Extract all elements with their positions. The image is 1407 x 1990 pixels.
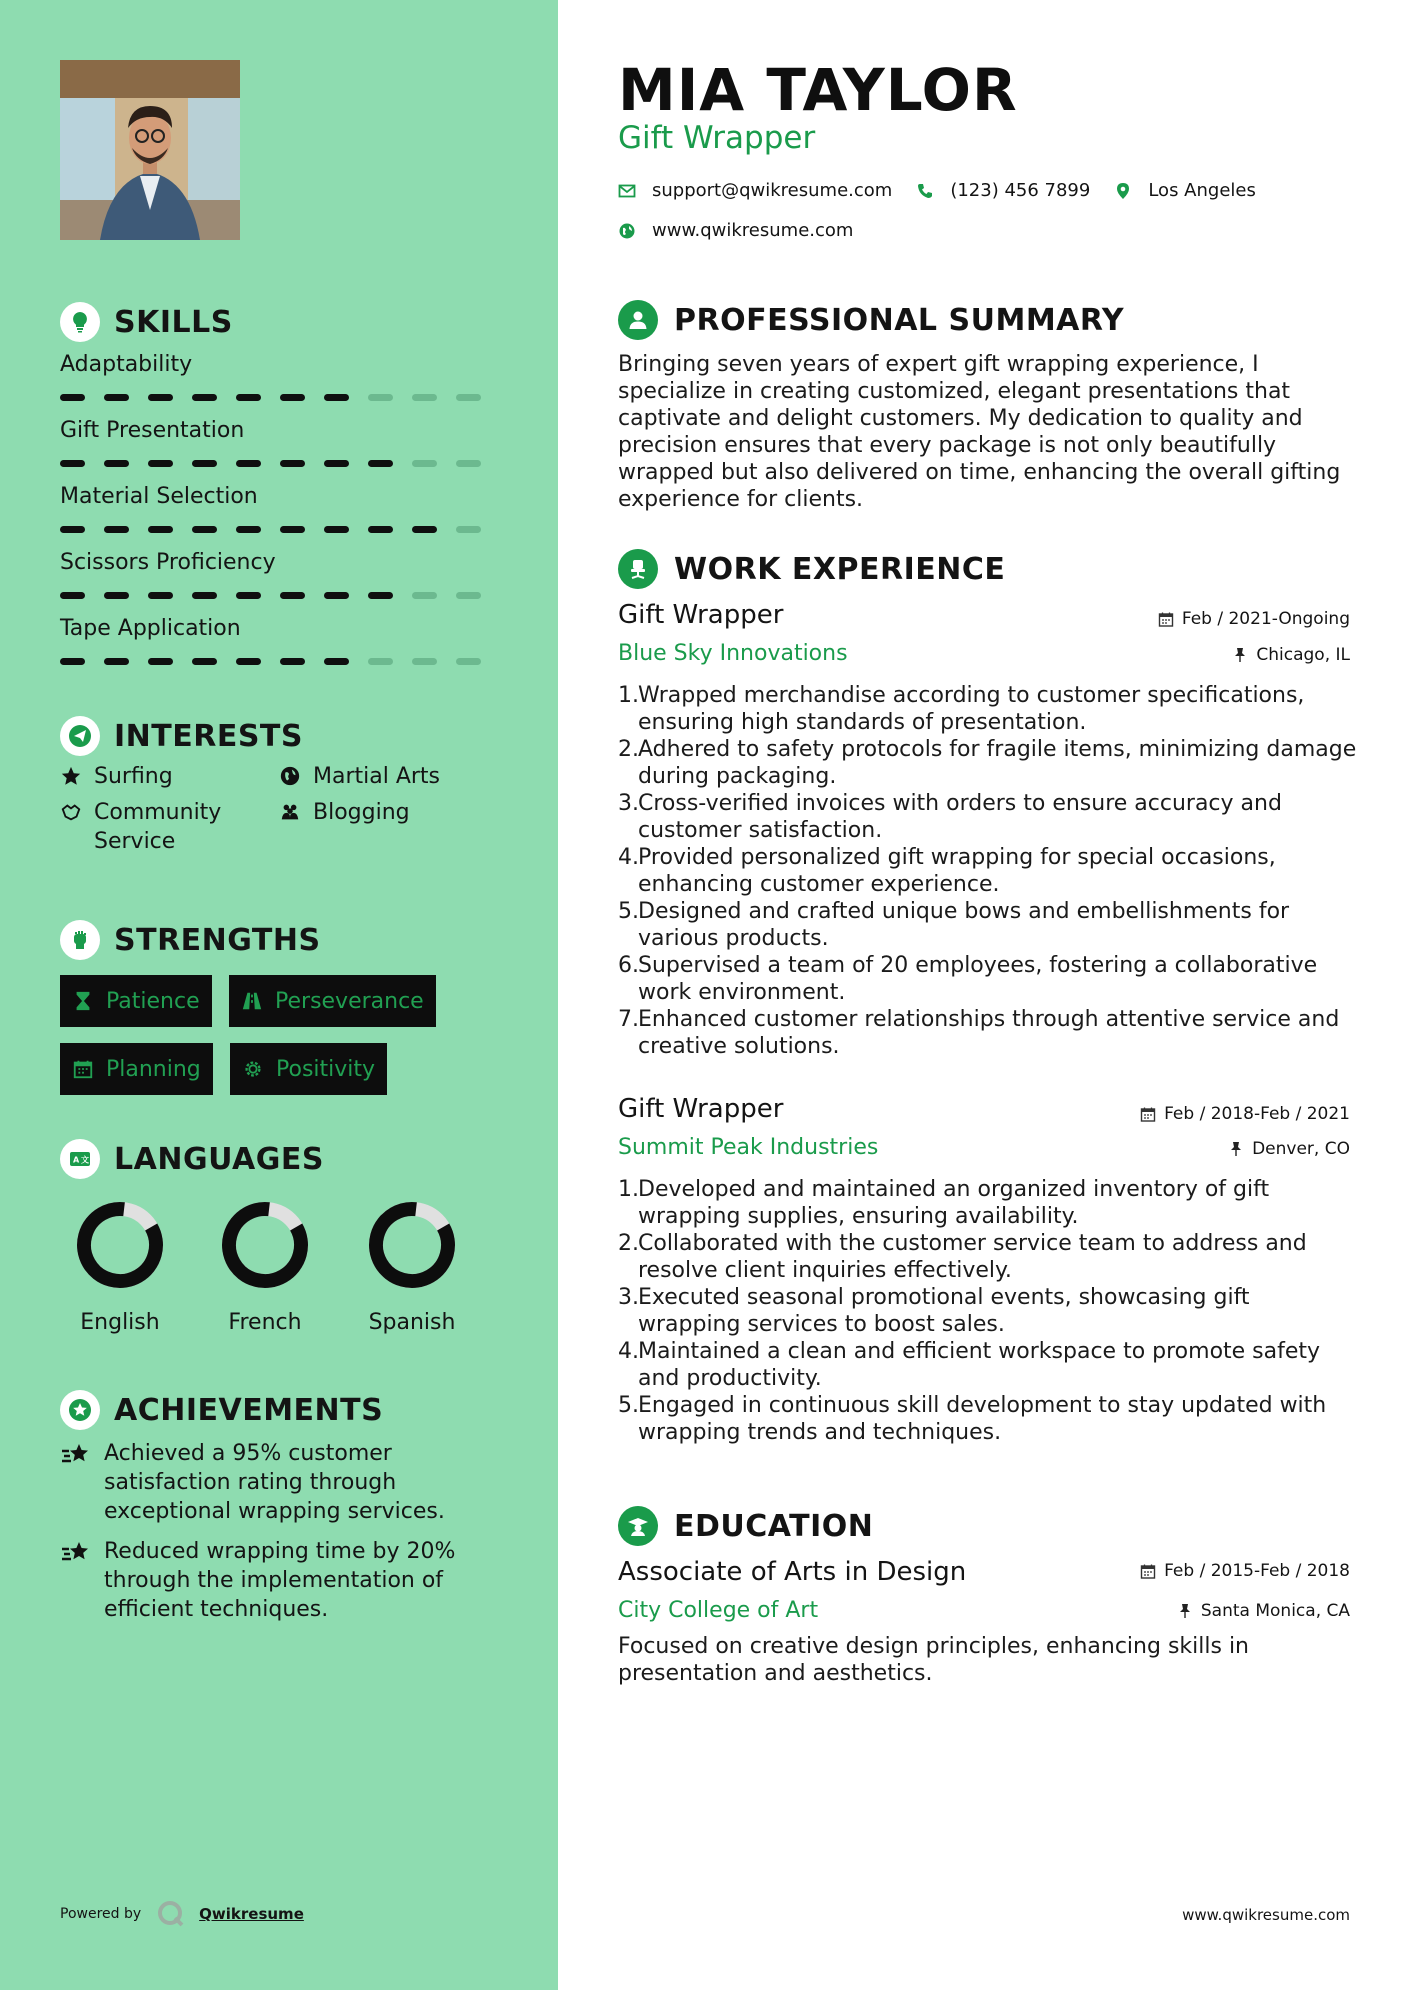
skill-level-segment-filled: [60, 394, 85, 401]
skill-level-segment-filled: [280, 592, 305, 599]
duty-item: [618, 1392, 1358, 1446]
calendar-icon: [72, 1058, 94, 1080]
skill-level-segment-filled: [324, 460, 349, 467]
pushpin-icon: [1232, 647, 1248, 663]
achievement-text: Reduced wrapping time by 20% through the implementation of efficient techniques.: [104, 1539, 456, 1622]
skill-level-segment-filled: [236, 658, 261, 665]
strength-label: Positivity: [276, 1056, 376, 1082]
skill-level-segment-filled: [148, 592, 173, 599]
candidate-role: Gift Wrapper: [618, 120, 816, 156]
skill-level-segment-filled: [104, 526, 129, 533]
strength-badge: [60, 975, 212, 1027]
job-dates-text: Feb / 2021-Ongoing: [1181, 609, 1350, 629]
achievements-heading: [60, 1390, 383, 1430]
degree-title: Associate of Arts in Design: [618, 1557, 967, 1587]
language-name: English: [80, 1310, 160, 1335]
interest-item: [279, 798, 410, 827]
language-proficiency-ring: [75, 1200, 165, 1290]
skill-level-segment-filled: [192, 460, 217, 467]
skill-item: [60, 484, 500, 533]
skills-title: SKILLS: [114, 304, 233, 340]
skill-level-segment-filled: [104, 658, 129, 665]
skill-level-segment-filled: [60, 460, 85, 467]
strengths-heading: [60, 920, 321, 960]
hourglass-icon: [72, 990, 94, 1012]
skill-level-segment-filled: [324, 592, 349, 599]
profile-photo: [60, 60, 240, 240]
skill-name: Material Selection: [60, 484, 258, 509]
skills-heading: [60, 302, 233, 342]
skill-level-segment-filled: [60, 592, 85, 599]
cog-icon: [242, 1058, 264, 1080]
interests-title: INTERESTS: [114, 718, 303, 754]
skill-level-segment-empty: [412, 460, 437, 467]
skill-level-segment-filled: [368, 460, 393, 467]
job-location: [1228, 1139, 1350, 1159]
job-dates-text: Feb / 2018-Feb / 2021: [1164, 1104, 1350, 1124]
interest-label: Surfing: [94, 764, 173, 789]
footer-url[interactable]: www.qwikresume.com: [1182, 1906, 1350, 1924]
strength-label: Perseverance: [275, 988, 424, 1014]
achievement-item: [60, 1537, 480, 1624]
svg-text:文: 文: [81, 1155, 89, 1165]
road-icon: [241, 990, 263, 1012]
fist-icon: [60, 920, 100, 960]
qwikresume-link[interactable]: Qwikresume: [199, 1905, 304, 1923]
duty-item: [618, 898, 1358, 952]
language-name: French: [228, 1310, 302, 1335]
skill-level-segment-filled: [368, 592, 393, 599]
skill-level-segment-filled: [192, 658, 217, 665]
strength-label: Planning: [106, 1056, 201, 1082]
skill-level-segment-filled: [324, 394, 349, 401]
language-ring-fill: [220, 1200, 310, 1290]
powered-by: [60, 1900, 304, 1928]
company-name: Blue Sky Innovations: [618, 641, 848, 666]
sidebar: [0, 0, 558, 1990]
language-proficiency-ring: [220, 1200, 310, 1290]
language-item: [352, 1200, 472, 1335]
duty-text: Provided personalized gift wrapping for special occasions, enhancing customer experience.: [638, 845, 1276, 897]
duty-item: [618, 790, 1358, 844]
paper-plane-icon: [60, 716, 100, 756]
pushpin-icon: [1177, 1603, 1193, 1619]
duty-number: 7.: [618, 1007, 639, 1032]
language-icon: [60, 1139, 100, 1179]
duty-text: Adhered to safety protocols for fragile items, minimizing damage during packaging.: [638, 737, 1357, 789]
duty-text: Engaged in continuous skill development to stay updated with wrapping trends and techniques.: [638, 1393, 1327, 1445]
calendar-icon: [1140, 1563, 1156, 1579]
achievement-text: Achieved a 95% customer satisfaction rating through exceptional wrapping services.: [104, 1441, 445, 1524]
language-item: [60, 1200, 180, 1335]
duty-item: [618, 1230, 1358, 1284]
duty-number: 1.: [618, 683, 639, 708]
skill-level-segment-filled: [236, 526, 261, 533]
duty-number: 2.: [618, 737, 639, 762]
company-name: Summit Peak Industries: [618, 1135, 879, 1160]
skill-level-segment-empty: [412, 592, 437, 599]
skill-item: [60, 550, 500, 599]
contact-row: [618, 180, 1256, 201]
job-dates: [1140, 1104, 1350, 1124]
skill-level-segment-filled: [324, 658, 349, 665]
duty-item: [618, 844, 1358, 898]
skill-level-segment-filled: [412, 526, 437, 533]
duty-item: [618, 1176, 1358, 1230]
shooting-star-icon: [60, 1441, 92, 1469]
star-icon: [60, 765, 82, 787]
education-location: [1177, 1601, 1350, 1621]
skill-level-segment-filled: [148, 526, 173, 533]
strengths-title: STRENGTHS: [114, 922, 321, 958]
skill-level-segment-empty: [456, 460, 481, 467]
skill-level-segment-filled: [148, 658, 173, 665]
language-proficiency-ring: [367, 1200, 457, 1290]
education-heading: [618, 1506, 873, 1546]
skill-name: Gift Presentation: [60, 418, 245, 443]
job-dates: [1158, 609, 1350, 629]
skill-level-segment-filled: [192, 526, 217, 533]
education-text: Focused on creative design principles, enhancing skills in presentation and aesthetics.: [618, 1634, 1249, 1686]
skill-level-segment-empty: [456, 658, 481, 665]
summary-title: PROFESSIONAL SUMMARY: [674, 302, 1125, 338]
skill-item: [60, 418, 500, 467]
summary-text: Bringing seven years of expert gift wrapping experience, I specialize in creating customized, elegant presentations that captivate and delight customers. My dedication to quality and precision ensures that every package is not only beautifully wrapped but also delivered on time, enhancing the overall gifting experience for clients.: [618, 352, 1341, 512]
languages-heading: [60, 1139, 324, 1179]
duty-number: 4.: [618, 845, 639, 870]
duty-item: [618, 1338, 1358, 1392]
skill-level-segment-filled: [192, 394, 217, 401]
job-title: Gift Wrapper: [618, 600, 784, 630]
duty-text: Maintained a clean and efficient workspace to promote safety and productivity.: [638, 1339, 1321, 1391]
interest-item: [60, 762, 173, 791]
skill-level-bar: [60, 394, 500, 401]
skill-level-segment-filled: [104, 460, 129, 467]
email-link[interactable]: support@qwikresume.com: [652, 180, 893, 201]
users-icon: [279, 801, 301, 823]
skill-level-segment-filled: [236, 394, 261, 401]
globe-icon: [618, 222, 636, 240]
location-text: Los Angeles: [1148, 180, 1256, 201]
calendar-icon: [1158, 611, 1174, 627]
language-item: [205, 1200, 325, 1335]
skill-level-segment-empty: [368, 658, 393, 665]
duty-number: 3.: [618, 1285, 639, 1310]
skill-level-segment-filled: [104, 592, 129, 599]
duty-number: 2.: [618, 1231, 639, 1256]
strength-badge: [229, 975, 436, 1027]
experience-heading: [618, 549, 1005, 589]
languages-title: LANGUAGES: [114, 1141, 324, 1177]
skill-level-bar: [60, 460, 500, 467]
interests-heading: [60, 716, 303, 756]
strength-badge: [60, 1043, 213, 1095]
envelope-icon: [618, 182, 636, 200]
interest-item: [279, 762, 440, 791]
education-location-text: Santa Monica, CA: [1200, 1601, 1350, 1621]
duty-number: 4.: [618, 1339, 639, 1364]
skill-level-segment-empty: [412, 658, 437, 665]
language-ring-fill: [367, 1200, 457, 1290]
skill-level-segment-filled: [280, 526, 305, 533]
website-link[interactable]: www.qwikresume.com: [652, 220, 854, 241]
duty-number: 3.: [618, 791, 639, 816]
interest-label: Blogging: [313, 800, 410, 825]
graduate-icon: [618, 1506, 658, 1546]
skill-level-segment-filled: [104, 394, 129, 401]
skill-level-segment-filled: [324, 526, 349, 533]
skill-level-segment-filled: [280, 658, 305, 665]
duty-item: [618, 1006, 1358, 1060]
duty-text: Developed and maintained an organized inventory of gift wrapping supplies, ensuring availability.: [638, 1177, 1270, 1229]
pushpin-icon: [1228, 1141, 1244, 1157]
duty-item: [618, 682, 1358, 736]
svg-text:A: A: [73, 1155, 80, 1165]
skill-level-bar: [60, 658, 500, 665]
office-chair-icon: [618, 549, 658, 589]
skill-level-segment-empty: [412, 394, 437, 401]
education-dates-text: Feb / 2015-Feb / 2018: [1164, 1561, 1350, 1581]
skill-level-segment-empty: [456, 526, 481, 533]
candidate-name: MIA TAYLOR: [618, 56, 1018, 124]
language-name: Spanish: [368, 1310, 456, 1335]
duty-text: Executed seasonal promotional events, showcasing gift wrapping services to boost sales.: [638, 1285, 1250, 1337]
skill-item: [60, 616, 500, 665]
skill-level-segment-filled: [148, 394, 173, 401]
shooting-star-icon: [60, 1539, 92, 1567]
strength-label: Patience: [106, 988, 200, 1014]
job-duties-list: [618, 1176, 1358, 1446]
duty-number: 5.: [618, 1393, 639, 1418]
experience-title: WORK EXPERIENCE: [674, 551, 1006, 587]
skill-level-segment-empty: [456, 394, 481, 401]
skill-level-segment-filled: [236, 592, 261, 599]
skill-level-segment-filled: [60, 658, 85, 665]
map-pin-icon: [1114, 182, 1132, 200]
education-dates: [1140, 1561, 1350, 1581]
job-location-text: Chicago, IL: [1256, 645, 1350, 665]
star-badge-icon: [60, 1390, 100, 1430]
phone-number[interactable]: (123) 456 7899: [950, 180, 1091, 201]
duty-text: Supervised a team of 20 employees, fostering a collaborative work environment.: [638, 953, 1318, 1005]
language-ring-fill: [75, 1200, 165, 1290]
duty-text: Cross-verified invoices with orders to ensure accuracy and customer satisfaction.: [638, 791, 1282, 843]
job-duties-list: [618, 682, 1358, 1060]
skill-level-bar: [60, 592, 500, 599]
achievement-item: [60, 1439, 480, 1526]
duty-text: Designed and crafted unique bows and embellishments for various products.: [638, 899, 1290, 951]
skill-level-segment-filled: [60, 526, 85, 533]
strength-badge: [230, 1043, 387, 1095]
interest-item: [60, 798, 240, 856]
skill-level-bar: [60, 526, 500, 533]
job-title: Gift Wrapper: [618, 1094, 784, 1124]
school-name: City College of Art: [618, 1598, 819, 1623]
interest-label: Community Service: [94, 800, 222, 854]
duty-item: [618, 736, 1358, 790]
skill-name: Adaptability: [60, 352, 193, 377]
duty-text: Wrapped merchandise according to customer specifications, ensuring high standards of presentation.: [638, 683, 1305, 735]
duty-text: Collaborated with the customer service team to address and resolve client inquiries effectively.: [638, 1231, 1307, 1283]
skill-level-segment-filled: [280, 394, 305, 401]
skill-name: Tape Application: [60, 616, 241, 641]
main-content: [558, 0, 1407, 1990]
phone-icon: [916, 182, 934, 200]
skill-level-segment-filled: [192, 592, 217, 599]
skill-level-segment-filled: [148, 460, 173, 467]
skill-name: Scissors Proficiency: [60, 550, 276, 575]
skill-level-segment-filled: [280, 460, 305, 467]
skill-level-segment-empty: [456, 592, 481, 599]
job-location-text: Denver, CO: [1252, 1139, 1350, 1159]
skill-level-segment-filled: [236, 460, 261, 467]
skill-level-segment-filled: [368, 526, 393, 533]
duty-number: 1.: [618, 1177, 639, 1202]
job-location: [1232, 645, 1350, 665]
education-title: EDUCATION: [674, 1508, 874, 1544]
user-icon: [618, 300, 658, 340]
globe-icon: [279, 765, 301, 787]
qwikresume-logo-icon: [157, 1900, 185, 1928]
interest-label: Martial Arts: [313, 764, 441, 789]
website-row: [618, 220, 853, 241]
lightbulb-icon: [60, 302, 100, 342]
handshake-icon: [60, 801, 82, 823]
powered-by-label: Powered by: [60, 1906, 142, 1922]
duty-item: [618, 1284, 1358, 1338]
duty-number: 6.: [618, 953, 639, 978]
duty-number: 5.: [618, 899, 639, 924]
calendar-icon: [1140, 1106, 1156, 1122]
duty-item: [618, 952, 1358, 1006]
achievements-title: ACHIEVEMENTS: [114, 1392, 384, 1428]
skill-item: [60, 352, 500, 401]
duty-text: Enhanced customer relationships through attentive service and creative solutions.: [638, 1007, 1340, 1059]
skill-level-segment-empty: [368, 394, 393, 401]
summary-heading: [618, 300, 1124, 340]
